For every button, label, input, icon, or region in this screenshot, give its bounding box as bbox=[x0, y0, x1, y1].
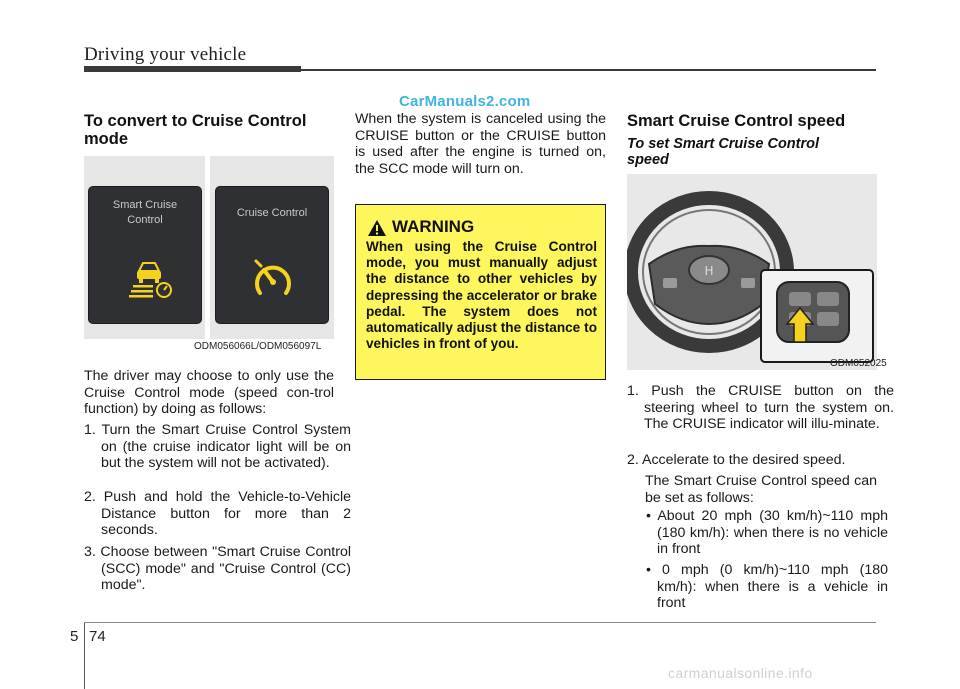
watermark-link[interactable]: CarManuals2.com bbox=[399, 93, 531, 110]
convert-step-2: 2. Push and hold the Vehicle-to-Vehicle Distance button for more than 2 seconds. bbox=[84, 489, 351, 539]
speed-bullet-1: • About 20 mph (30 km/h)~110 mph (180 km/h): when there is no vehicle in front bbox=[646, 508, 888, 558]
speed-range-intro: The Smart Cruise Control speed can be set as follows: bbox=[645, 473, 877, 506]
speed-step-1: 1. Push the CRUISE button on the steering wheel to turn the system on. The CRUISE indicator will illu-minate. bbox=[627, 383, 894, 433]
section-heading-speed: Smart Cruise Control speed bbox=[627, 112, 846, 130]
cc-indicator-panel bbox=[215, 186, 329, 324]
scc-indicator-panel bbox=[88, 186, 202, 324]
figure-caption-wheel: ODM052025 bbox=[830, 358, 887, 369]
footer-watermark-link[interactable]: carmanualsonline.info bbox=[668, 665, 813, 681]
cc-panel-label: Cruise Control bbox=[236, 207, 308, 219]
cancel-paragraph: When the system is canceled using the CRUISE button or the CRUISE button is used after the engine is turned on, the SCC mode will turn on. bbox=[355, 111, 606, 177]
svg-text:H: H bbox=[704, 264, 714, 278]
speedometer-icon bbox=[252, 257, 294, 299]
steering-wheel-illustration bbox=[627, 174, 877, 370]
warning-text: When using the Cruise Control mode, you must manually adjust the distance to other vehicles by depressing the accelerator or brake pedal. The system does not automatically adjust the distance to vehicles in front of you. bbox=[366, 239, 597, 352]
figure-divider bbox=[205, 156, 210, 339]
scc-panel-label: Smart Cruise Control bbox=[112, 199, 178, 226]
section-number: 5 bbox=[70, 628, 79, 645]
convert-step-1: 1. Turn the Smart Cruise Control System on (the cruise indicator light will be on but the system will not be activated). bbox=[84, 422, 351, 472]
steering-wheel-figure bbox=[627, 174, 877, 370]
figure-caption-panels: ODM056066L/ODM056097L bbox=[194, 341, 322, 352]
convert-step-3: 3. Choose between "Smart Cruise Control (SCC) mode" and "Cruise Control (CC) mode". bbox=[84, 544, 351, 594]
section-heading-convert: To convert to Cruise Control mode bbox=[84, 112, 307, 148]
footer-divider bbox=[84, 622, 876, 623]
page-number: 74 bbox=[89, 628, 106, 645]
warning-box bbox=[355, 204, 606, 380]
scc-car-distance-icon bbox=[129, 259, 173, 299]
header-divider-thin bbox=[301, 69, 876, 71]
page-header-title: Driving your vehicle bbox=[84, 44, 247, 65]
footer-vertical-rule bbox=[84, 623, 85, 689]
header-divider-thick bbox=[84, 66, 301, 72]
warning-title: WARNING bbox=[392, 217, 475, 236]
warning-triangle-icon bbox=[367, 219, 387, 237]
intro-paragraph: The driver may choose to only use the Cruise Control mode (speed con-trol function) by doing as follows: bbox=[84, 368, 334, 418]
speed-bullet-2: • 0 mph (0 km/h)~110 mph (180 km/h): when there is a vehicle in front bbox=[646, 562, 888, 612]
subheading-set-speed: To set Smart Cruise Control speed bbox=[627, 136, 820, 168]
speed-step-2: 2. Accelerate to the desired speed. bbox=[627, 452, 846, 468]
cluster-indicator-figure bbox=[84, 156, 334, 339]
